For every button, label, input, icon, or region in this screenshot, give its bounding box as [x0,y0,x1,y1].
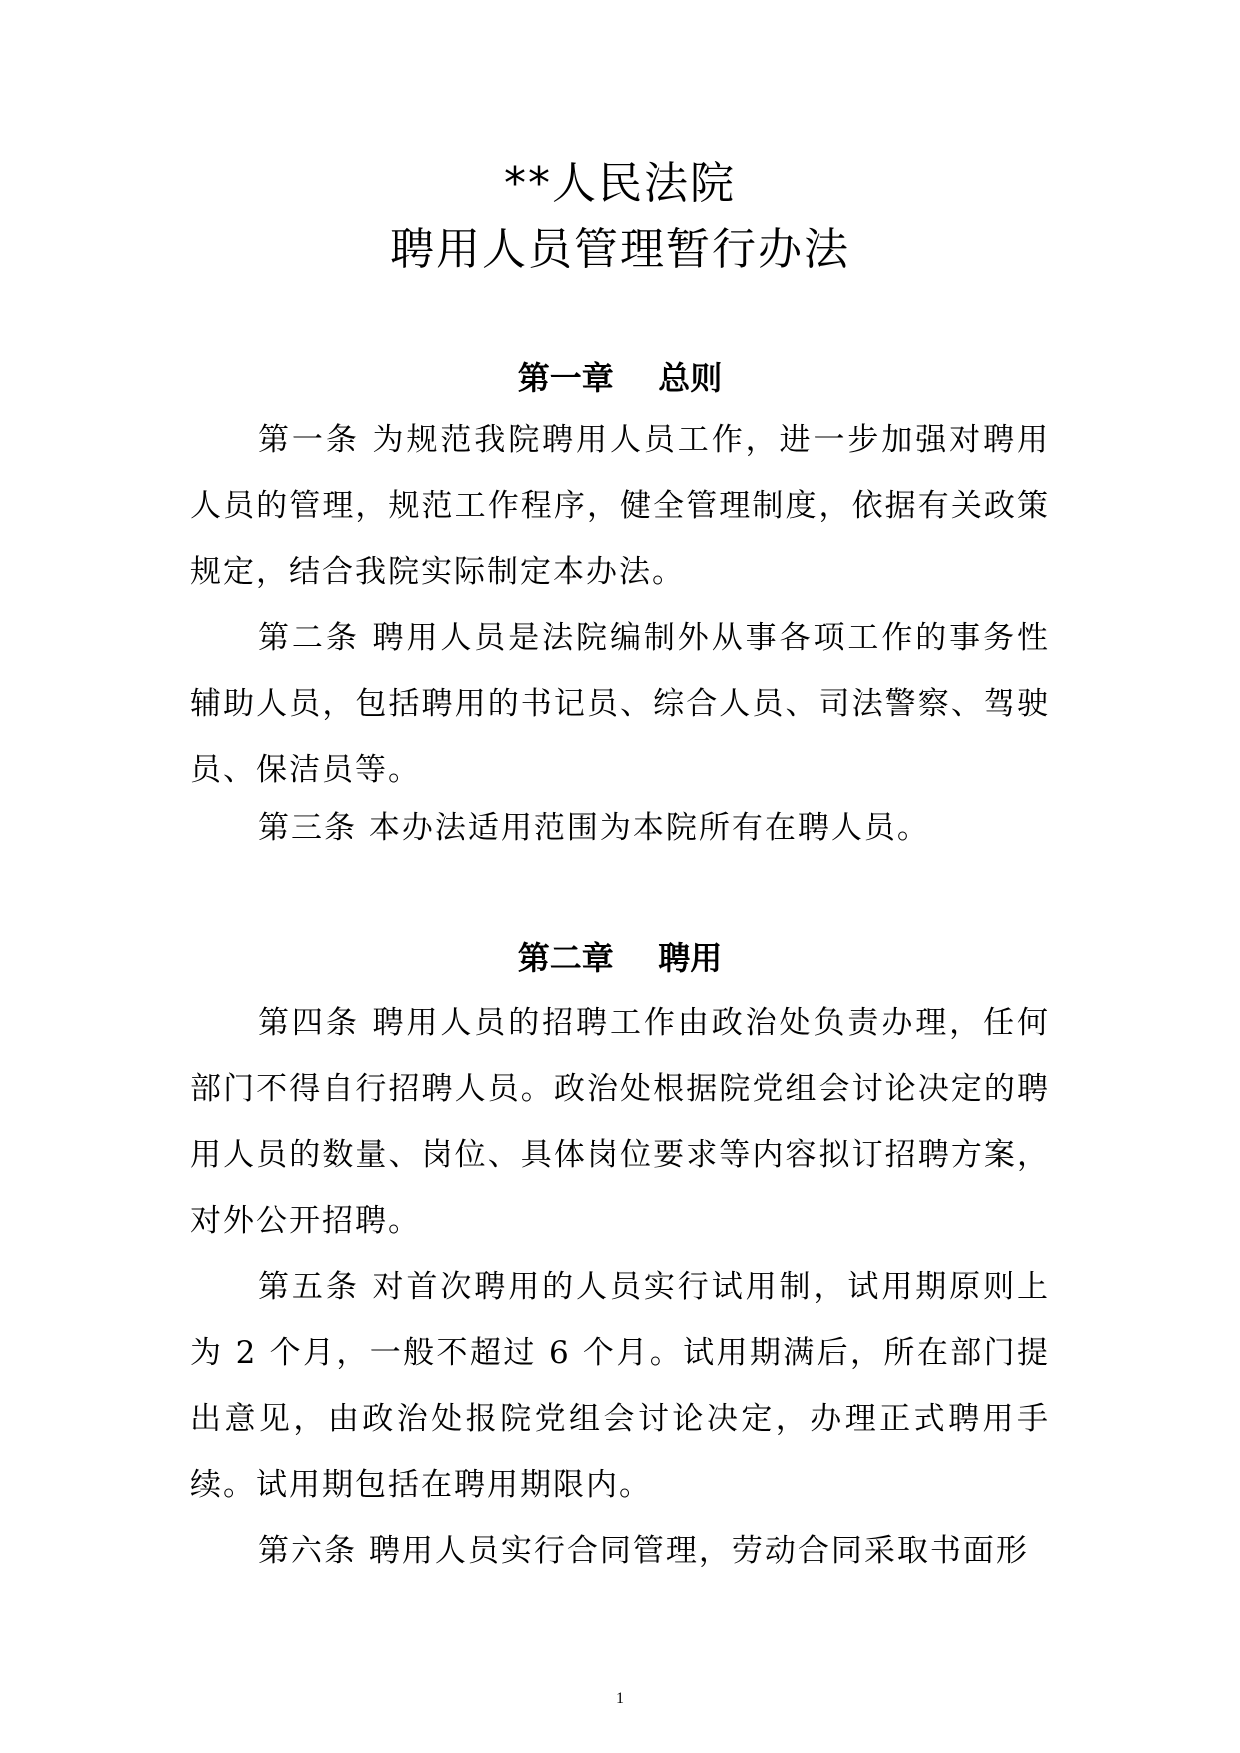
chapter-heading-employment: 第二章 聘用 [517,939,723,977]
page-number: 1 [616,1690,624,1707]
article-1: 第一条 为规范我院聘用人员工作，进一步加强对聘用人员的管理，规范工作程序，健全管理制度，依据有关政策规定，结合我院实际制定本办法。 [190,422,1050,590]
document-title-line-1: **人民法院 [504,158,736,209]
article-2: 第二条 聘用人员是法院编制外从事各项工作的事务性辅助人员，包括聘用的书记员、综合人员、司法警察、驾驶员、保洁员等。 [190,620,1050,788]
document-title-line-2: 聘用人员管理暂行办法 [390,224,850,275]
article-3: 第三条 本办法适用范围为本院所有在聘人员。 [258,810,930,846]
chapter-heading-general-provisions: 第一章 总则 [517,359,723,397]
article-4: 第四条 聘用人员的招聘工作由政治处负责办理，任何部门不得自行招聘人员。政治处根据院党组会讨论决定的聘用人员的数量、岗位、具体岗位要求等内容拟订招聘方案，对外公开招聘。 [190,1005,1050,1239]
article-6: 第六条 聘用人员实行合同管理，劳动合同采取书面形 [258,1533,1029,1569]
article-5: 第五条 对首次聘用的人员实行试用制，试用期原则上为 2 个月，一般不超过 6 个月。试用期满后，所在部门提出意见，由政治处报院党组会讨论决定，办理正式聘用手续。试用期包括在聘用期限内。 [190,1269,1050,1503]
